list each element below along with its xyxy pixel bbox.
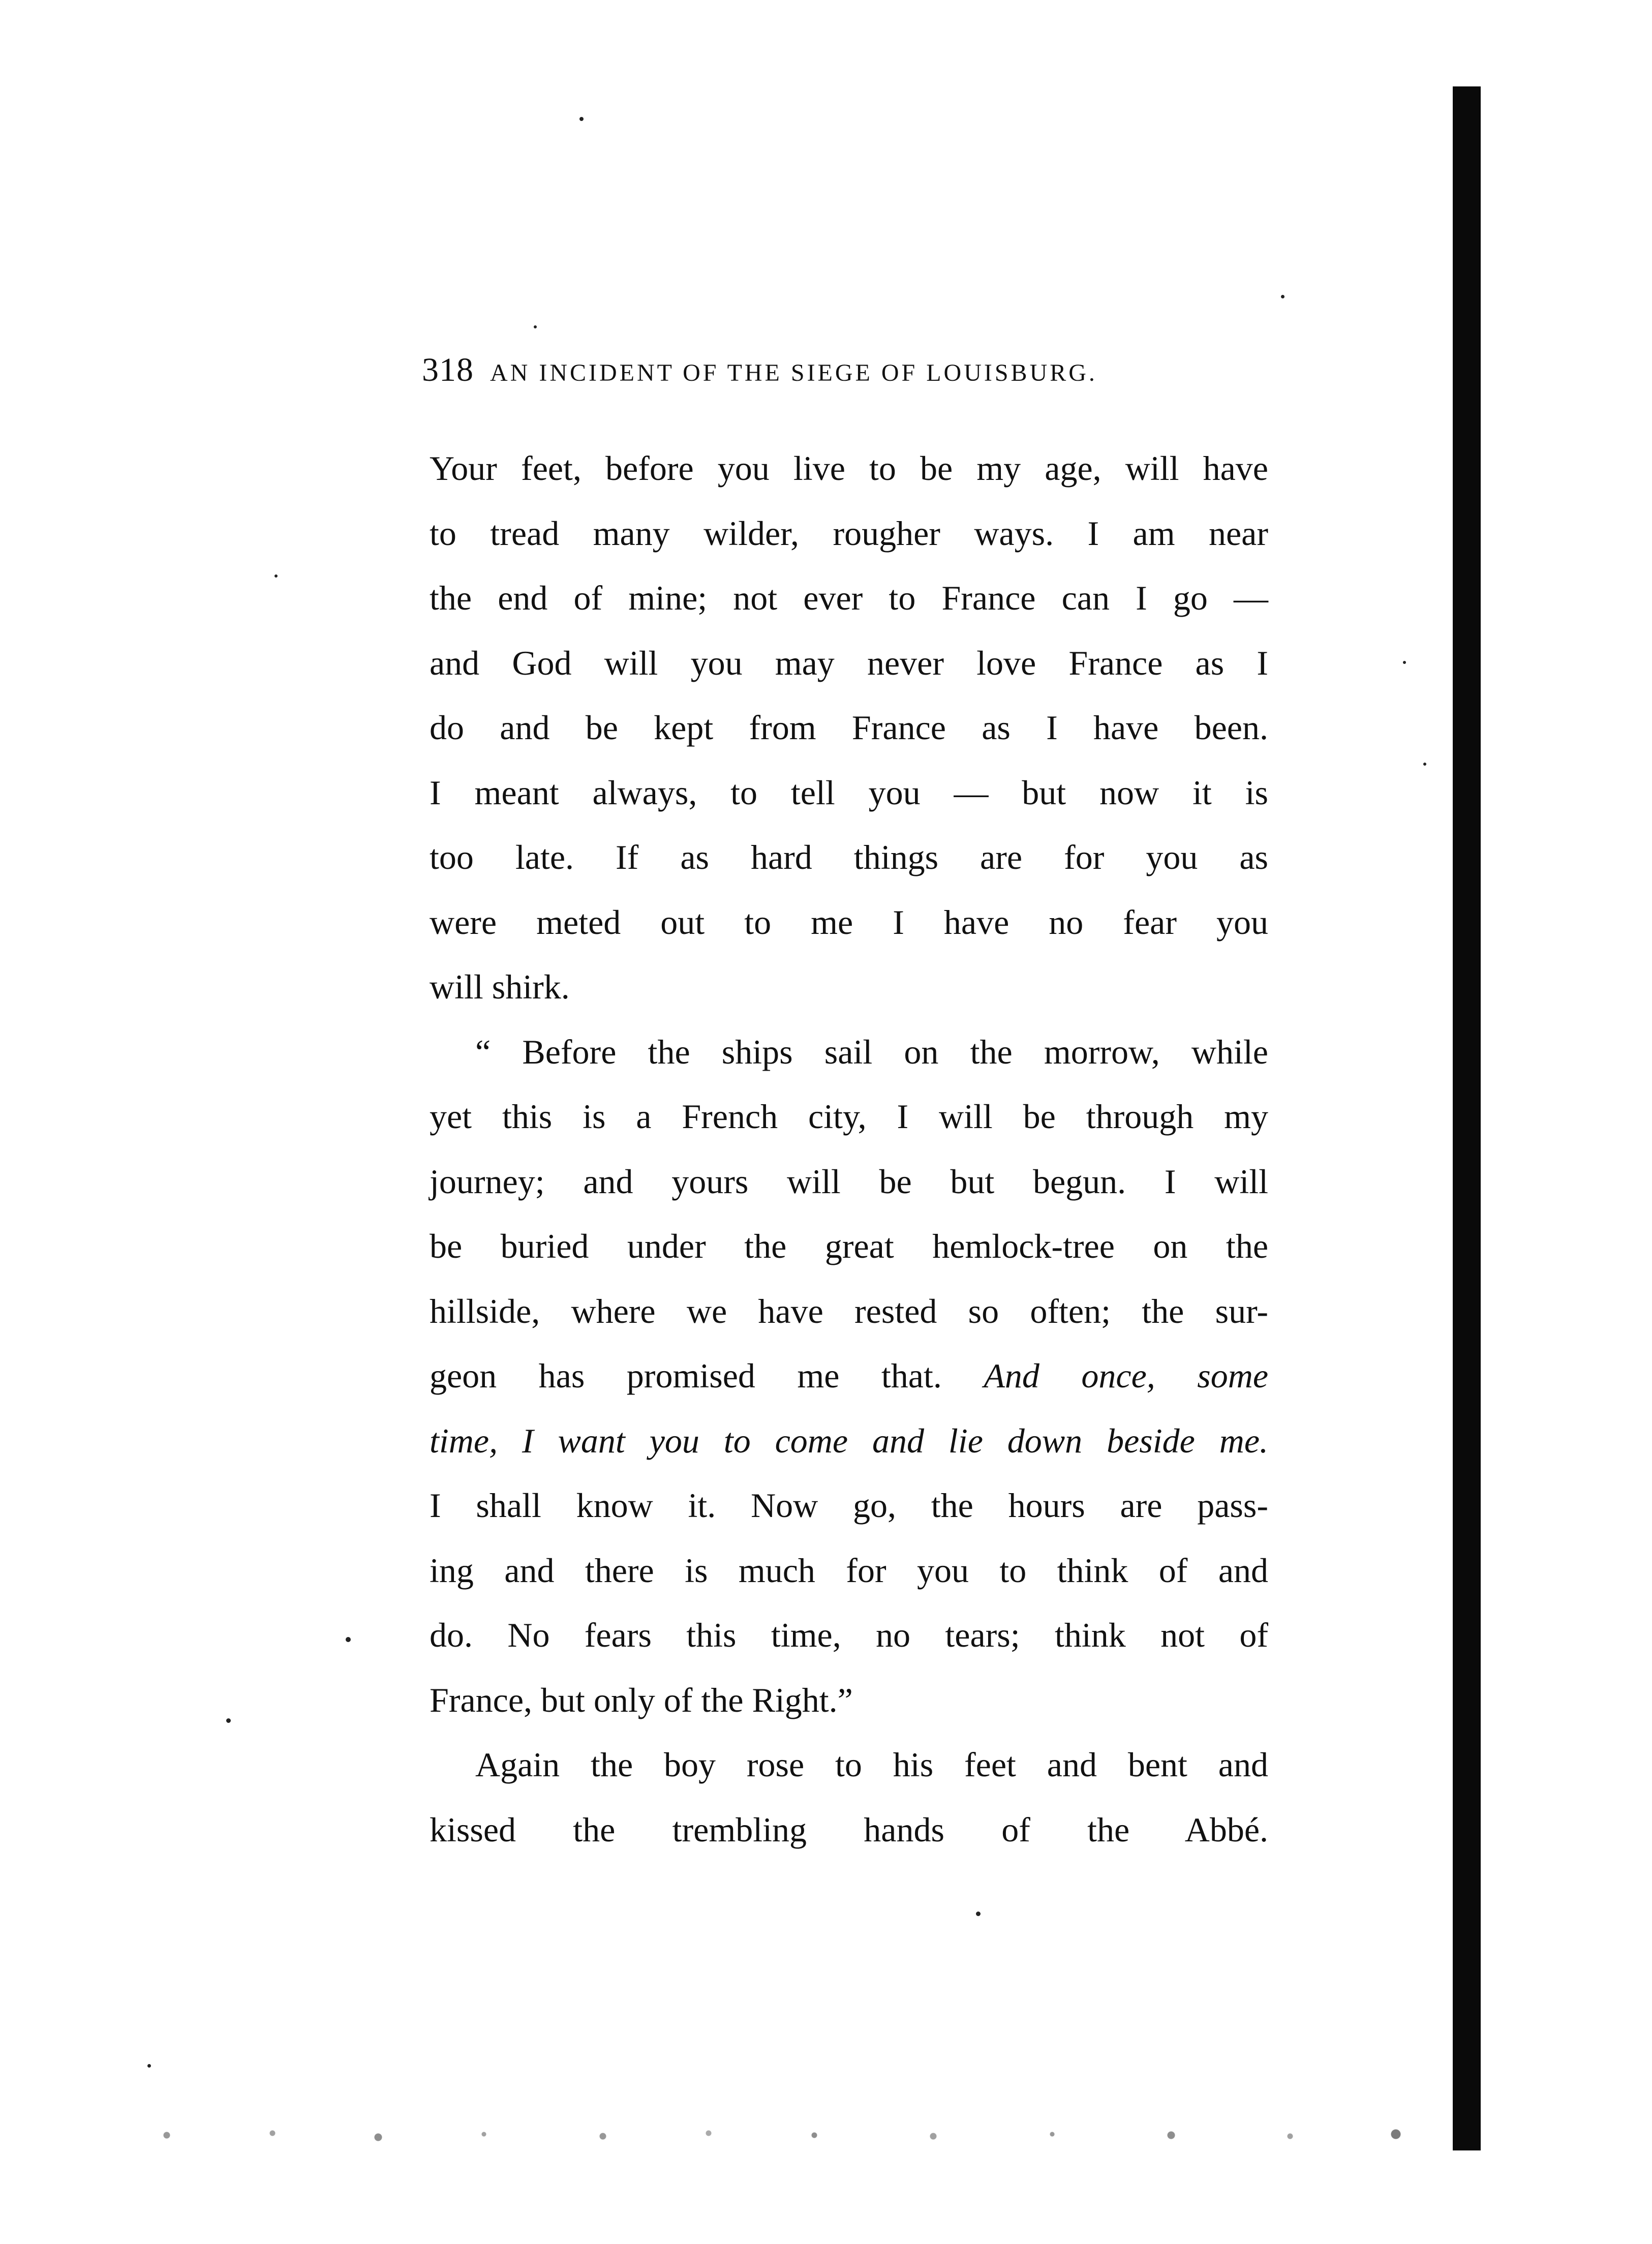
- scan-speck: [579, 117, 584, 121]
- text-line: Again the boy rose to his feet and bent and: [475, 1745, 1268, 1784]
- text-line: and God will you may never love France as I: [430, 643, 1268, 682]
- text-line: be buried under the great hemlock-tree on the: [430, 1227, 1268, 1265]
- text-line: I shall know it. Now go, the hours are pass-: [430, 1486, 1268, 1525]
- text-line: too late. If as hard things are for you as: [430, 838, 1268, 876]
- scan-speck: [1403, 661, 1406, 664]
- text-segment: geon has promised me that.: [430, 1356, 942, 1395]
- scan-speck: [534, 325, 537, 328]
- text-line: I meant always, to tell you — but now it is: [430, 773, 1268, 812]
- body-text: [430, 436, 1268, 1862]
- text-line: do and be kept from France as I have been.: [430, 708, 1268, 747]
- running-title: AN INCIDENT OF THE SIEGE OF LOUISBURG.: [490, 359, 1097, 386]
- text-line: France, but only of the Right.”: [430, 1680, 853, 1719]
- text-line: will shirk.: [430, 967, 570, 1006]
- text-line: ing and there is much for you to think of and: [430, 1551, 1268, 1590]
- scan-speck: [1423, 763, 1426, 766]
- text-line: “ Before the ships sail on the morrow, while: [475, 1032, 1268, 1071]
- running-head: [422, 351, 1266, 397]
- text-line: hillside, where we have rested so often; the sur-: [430, 1291, 1268, 1330]
- scan-speck: [147, 2064, 151, 2068]
- scan-speck: [274, 574, 278, 578]
- italic-segment: And once, some: [984, 1356, 1268, 1395]
- text-line: journey; and yours will be but begun. I will: [430, 1162, 1268, 1201]
- text-line: to tread many wilder, rougher ways. I am near: [430, 513, 1268, 553]
- paragraph-3: [430, 1733, 1268, 1862]
- scan-speck: [976, 1912, 981, 1916]
- scan-speck: [346, 1637, 351, 1642]
- binding-shadow: [1453, 86, 1481, 2150]
- text-line: were meted out to me I have no fear you: [430, 902, 1268, 942]
- text-line-mixed: [430, 1344, 1268, 1409]
- paragraph-2: [430, 1020, 1268, 1733]
- paragraph-1: [430, 436, 1268, 1020]
- text-line: Your feet, before you live to be my age, will have: [430, 449, 1268, 488]
- page-number: 318: [422, 351, 474, 388]
- scan-noise-strip: [127, 2125, 1449, 2145]
- text-line-italic: time, I want you to come and lie down beside me.: [430, 1421, 1268, 1460]
- scan-speck: [226, 1718, 231, 1723]
- text-line: do. No fears this time, no tears; think not of: [430, 1616, 1268, 1654]
- text-line: the end of mine; not ever to France can I go —: [430, 579, 1268, 617]
- text-line: yet this is a French city, I will be through my: [430, 1097, 1268, 1136]
- scan-speck: [1281, 295, 1284, 298]
- text-line: kissed the trembling hands of the Abbé.: [430, 1810, 1268, 1849]
